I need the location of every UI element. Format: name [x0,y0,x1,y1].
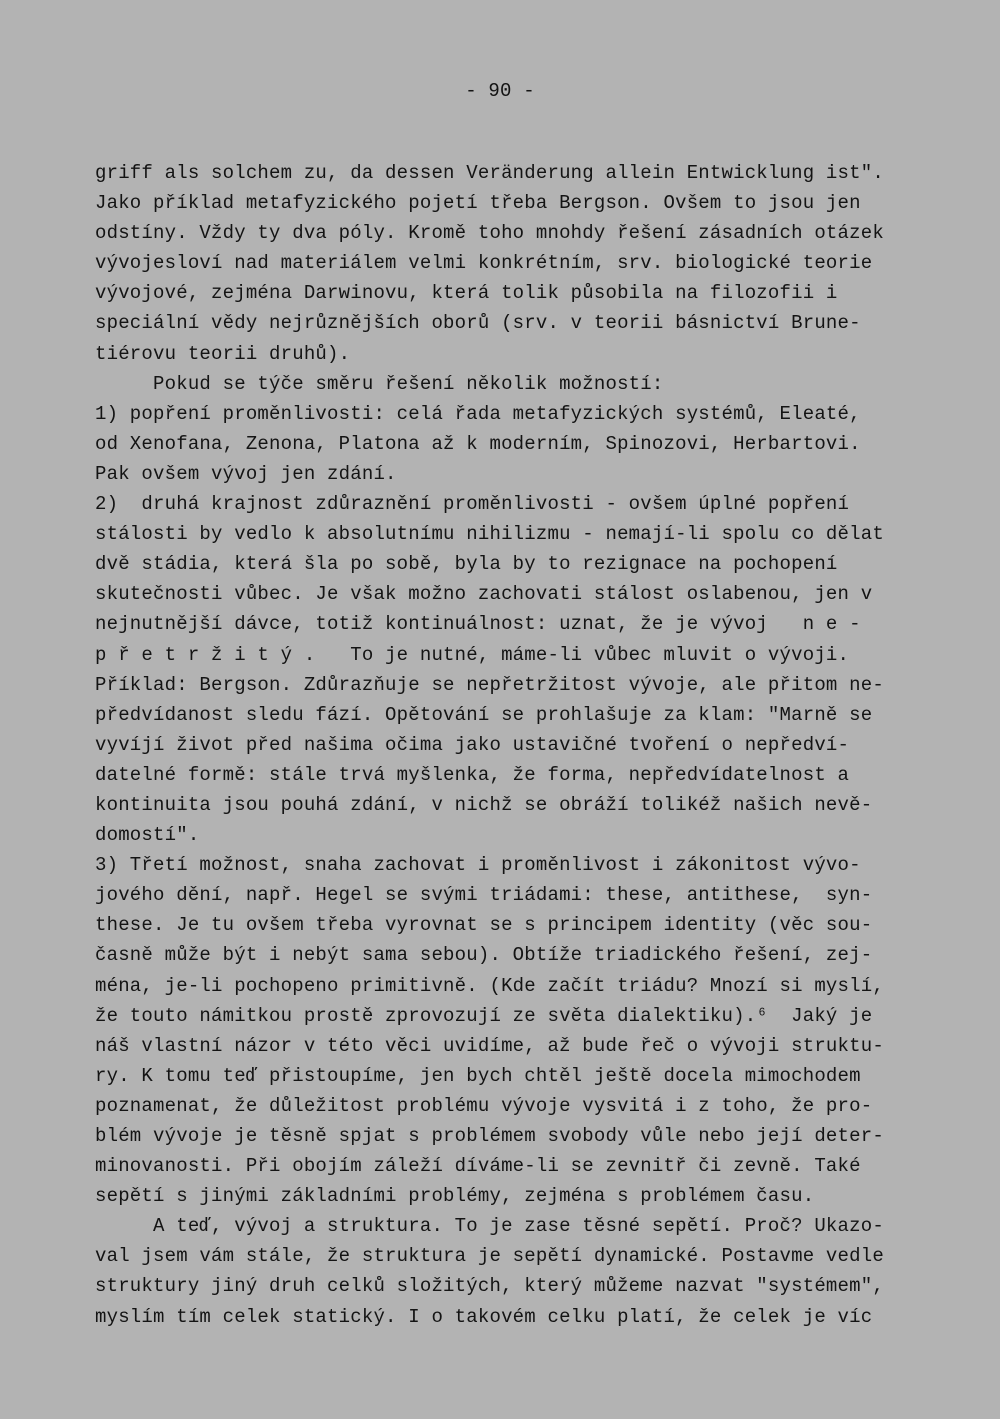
text-line: předvídanost sledu fází. Opětování se prohlašuje za klam: "Marně se [95,703,873,726]
text-line: val jsem vám stále, že struktura je sepětí dynamické. Postavme vedle [95,1245,884,1268]
page-number: - 90 - [465,80,535,102]
text-line: minovanosti. Při obojím záleží díváme-li se zevnitř či zevně. Také [95,1155,861,1178]
text-line: ry. K tomu teď přistoupíme, jen bych chtěl ještě docela mimochodem [95,1064,861,1087]
text-line: griff als solchem zu, da dessen Veränderung allein Entwicklung ist". [95,162,884,184]
text-line: kontinuita jsou pouhá zdání, v nichž se obráží tolikéž našich nevě- [95,793,873,816]
text-line: myslím tím celek statický. I o takovém celku platí, že celek je víc [95,1305,873,1328]
text-line: odstíny. Vždy ty dva póly. Kromě toho mnohdy řešení zásadních otázek [95,222,884,245]
text-line: ména, je-li pochopeno primitivně. (Kde začít triádu? Mnozí si myslí, [95,974,884,997]
text-line: sepětí s jinými základními problémy, zejména s problémem času. [95,1185,815,1208]
text-line: 2) druhá krajnost zdůraznění proměnlivosti - ovšem úplné popření [95,493,850,516]
text-line: jového dění, např. Hegel se svými triádami: these, antithese, syn- [95,884,873,907]
text-line: blém vývoje je těsně spjat s problémem svobody vůle nebo její deter- [95,1125,884,1147]
text-line: Příklad: Bergson. Zdůrazňuje se nepřetržitost vývoje, ale přitom ne- [95,673,884,696]
text-line: tiérovu teorii druhů). [95,342,351,365]
text-line: vývojesloví nad materiálem velmi konkrétním, srv. biologické teorie [95,252,873,275]
text-line: poznamenat, že důležitost problému vývoje vysvitá i z toho, že pro- [95,1094,873,1117]
body-text [95,158,915,1332]
text-line: stálosti by vedlo k absolutnímu nihilizmu - nemají-li spolu co dělat [95,523,884,546]
text-line: A teď, vývoj a struktura. To je zase těsné sepětí. Proč? Ukazo- [95,1215,884,1238]
text-line: speciální vědy nejrůznějších oborů (srv. v teorii básnictví Brune- [95,312,861,335]
text-line: domostí". [95,824,200,847]
text-line: p ř e t r ž i t ý . To je nutné, máme-li vůbec mluvit o vývoji. [95,643,850,666]
text-line: 3) Třetí možnost, snaha zachovat i proměnlivost i zákonitost vývo- [95,854,861,877]
text-line: dvě stádia, která šla po sobě, byla by to rezignace na pochopení [95,553,838,576]
text-line: Pokud se týče směru řešení několik možností: [95,372,664,395]
text-line: že touto námitkou prostě zprovozují ze světa dialektiku).⁶ Jaký je [95,1004,873,1027]
text-line: these. Je tu ovšem třeba vyrovnat se s principem identity (věc sou- [95,914,873,937]
text-line: vývojové, zejména Darwinovu, která tolik působila na filozofii i [95,282,838,305]
text-line: Pak ovšem vývoj jen zdání. [95,462,397,485]
text-line: datelné formě: stále trvá myšlenka, že forma, nepředvídatelnost a [95,763,850,786]
text-line: Jako příklad metafyzického pojetí třeba Bergson. Ovšem to jsou jen [95,192,861,215]
text-line: skutečnosti vůbec. Je však možno zachovati stálost oslabenou, jen v [95,583,873,606]
text-line: 1) popření proměnlivosti: celá řada metafyzických systémů, Eleaté, [95,402,861,425]
text-line: vyvíjí život před našima očima jako ustavičné tvoření o nepředví- [95,733,850,756]
text-line: od Xenofana, Zenona, Platona až k moderním, Spinozovi, Herbartovi. [95,432,861,455]
text-line: náš vlastní názor v této věci uvidíme, až bude řeč o vývoji struktu- [95,1034,884,1057]
text-line: nejnutnější dávce, totiž kontinuálnost: uznat, že je vývoj n e - [95,613,861,636]
text-line: časně může být i nebýt sama sebou). Obtíže triadického řešení, zej- [95,944,873,967]
text-line: struktury jiný druh celků složitých, který můžeme nazvat "systémem", [95,1275,884,1298]
